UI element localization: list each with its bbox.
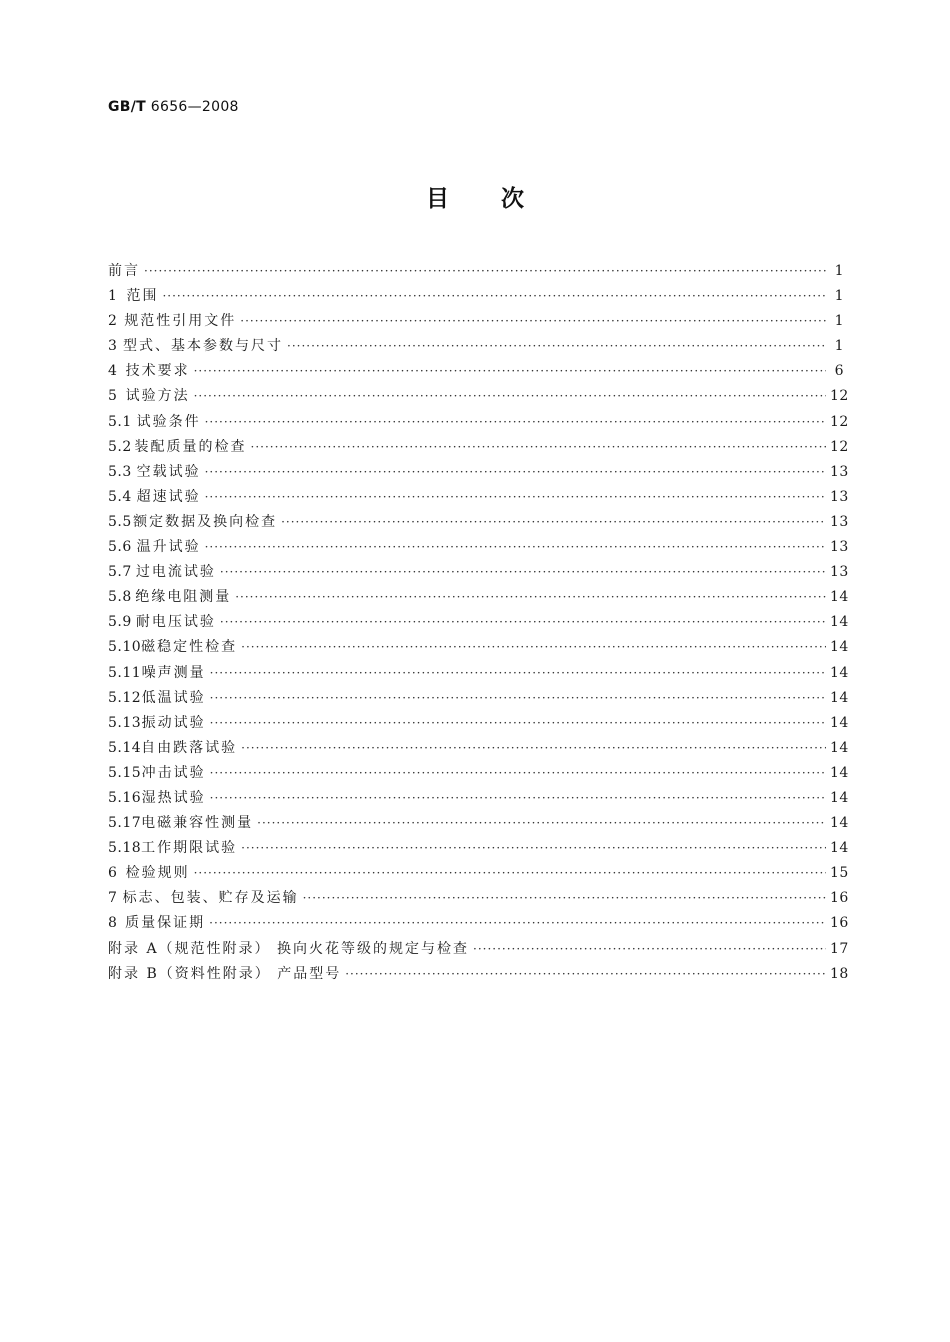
toc-entry-label: 范围 bbox=[126, 288, 159, 305]
toc-leader-dots bbox=[473, 937, 826, 962]
toc-entry-page: 12 bbox=[830, 413, 849, 430]
toc-leader-dots bbox=[205, 410, 826, 435]
toc-entry-page: 18 bbox=[830, 965, 849, 982]
toc-entry[interactable] bbox=[108, 836, 849, 861]
toc-leader-dots bbox=[220, 560, 826, 585]
toc-entry-number: 5.14 bbox=[108, 739, 142, 756]
toc-entry-number: 2 bbox=[108, 313, 118, 330]
toc-entry-label: 技术要求 bbox=[125, 363, 190, 380]
page-title-char-2: 次 bbox=[501, 186, 524, 212]
toc-entry-number: 5.5 bbox=[108, 513, 132, 530]
toc-leader-dots bbox=[241, 635, 826, 660]
toc-entry-number: 6 bbox=[108, 865, 118, 882]
toc-entry-page: 14 bbox=[830, 815, 849, 832]
toc-entry-label: 磁稳定性检查 bbox=[141, 639, 238, 656]
toc-leader-dots bbox=[257, 811, 826, 836]
standard-prefix: GB/T bbox=[108, 99, 147, 115]
toc-entry-number: 5.7 bbox=[108, 564, 132, 581]
toc-entry-number: 5.3 bbox=[108, 463, 132, 480]
toc-entry[interactable] bbox=[108, 359, 844, 384]
standard-number: 6656—2008 bbox=[150, 99, 239, 115]
toc-entry-label: 工作期限试验 bbox=[141, 840, 238, 857]
toc-entry-page: 15 bbox=[830, 865, 849, 882]
toc-entry-label: 低温试验 bbox=[141, 689, 206, 706]
toc-leader-dots bbox=[210, 686, 826, 711]
toc-leader-dots bbox=[210, 711, 826, 736]
toc-entry[interactable] bbox=[108, 460, 849, 485]
toc-entry[interactable] bbox=[108, 585, 849, 610]
toc-entry-number: 5.12 bbox=[108, 689, 142, 706]
toc-entry-number: 5 bbox=[108, 388, 118, 405]
toc-entry-label: 耐电压试验 bbox=[135, 614, 216, 631]
toc-entry-number: 5.17 bbox=[108, 815, 142, 832]
toc-entry[interactable] bbox=[108, 886, 849, 911]
toc-entry-number: 5.2 bbox=[108, 438, 132, 455]
toc-entry-number: 4 bbox=[108, 363, 118, 380]
toc-entry-label: 湿热试验 bbox=[141, 789, 206, 806]
toc-entry-number: 7 bbox=[108, 890, 118, 907]
toc-entry[interactable] bbox=[108, 736, 849, 761]
toc-leader-dots bbox=[220, 610, 826, 635]
toc-entry-number: 5.6 bbox=[108, 539, 132, 556]
toc-entry-page: 13 bbox=[830, 488, 849, 505]
toc-entry-label: 标志、包装、贮存及运输 bbox=[122, 890, 299, 907]
toc-leader-dots bbox=[194, 359, 826, 384]
toc-leader-dots bbox=[281, 510, 826, 535]
toc-entry[interactable] bbox=[108, 560, 849, 585]
toc-entry-number: 5.16 bbox=[108, 789, 142, 806]
toc-entry-number: 3 bbox=[108, 338, 118, 355]
toc-leader-dots bbox=[205, 535, 826, 560]
toc-leader-dots bbox=[240, 309, 826, 334]
toc-entry[interactable] bbox=[108, 259, 844, 284]
toc-entry[interactable] bbox=[108, 334, 844, 359]
toc-entry-page: 1 bbox=[834, 313, 844, 330]
toc-entry-page: 14 bbox=[830, 764, 849, 781]
toc-entry-label: 检验规则 bbox=[125, 865, 190, 882]
toc-entry-label: 额定数据及换向检查 bbox=[133, 513, 278, 530]
toc-entry[interactable] bbox=[108, 686, 849, 711]
toc-entry-number: 5.9 bbox=[108, 614, 132, 631]
toc-entry-page: 14 bbox=[830, 689, 849, 706]
toc-entry-page: 14 bbox=[830, 714, 849, 731]
toc-entry-page: 14 bbox=[830, 639, 849, 656]
toc-leader-dots bbox=[144, 259, 826, 284]
toc-entry-number: 5.10 bbox=[108, 639, 142, 656]
toc-leader-dots bbox=[303, 886, 826, 911]
toc-entry-page: 14 bbox=[830, 739, 849, 756]
toc-leader-dots bbox=[345, 962, 826, 987]
toc-entry-page: 14 bbox=[830, 664, 849, 681]
toc-entry-number: 1 bbox=[108, 288, 118, 305]
toc-leader-dots bbox=[241, 736, 826, 761]
toc-entry-label: 自由跌落试验 bbox=[141, 739, 238, 756]
toc-entry-page: 13 bbox=[830, 513, 849, 530]
toc-entry-page: 12 bbox=[830, 438, 849, 455]
toc-entry-number: 5.4 bbox=[108, 488, 132, 505]
toc-leader-dots bbox=[205, 485, 826, 510]
toc-leader-dots bbox=[209, 911, 826, 936]
toc-entry-page: 1 bbox=[834, 288, 844, 305]
toc-leader-dots bbox=[205, 460, 826, 485]
toc-entry[interactable] bbox=[108, 284, 844, 309]
toc-entry-label: 噪声测量 bbox=[141, 664, 206, 681]
toc-leader-dots bbox=[194, 861, 826, 886]
toc-entry-label: 电磁兼容性测量 bbox=[141, 815, 254, 832]
toc-entry-label: 附录 B（资料性附录） 产品型号 bbox=[108, 965, 342, 982]
toc-entry-label: 超速试验 bbox=[136, 488, 201, 505]
toc-leader-dots bbox=[210, 661, 826, 686]
toc-entry[interactable] bbox=[108, 635, 849, 660]
toc-entry-label: 型式、基本参数与尺寸 bbox=[123, 338, 283, 355]
toc-leader-dots bbox=[235, 585, 826, 610]
toc-entry[interactable] bbox=[108, 510, 849, 535]
toc-entry[interactable] bbox=[108, 610, 849, 635]
toc-entry-page: 14 bbox=[830, 589, 849, 606]
page-title bbox=[0, 180, 950, 213]
toc-entry-page: 6 bbox=[834, 363, 844, 380]
toc-entry-number: 5.18 bbox=[108, 840, 142, 857]
toc-entry-page: 14 bbox=[830, 840, 849, 857]
toc-entry[interactable] bbox=[108, 410, 849, 435]
toc-entry[interactable] bbox=[108, 962, 849, 987]
toc-entry[interactable] bbox=[108, 309, 844, 334]
toc-leader-dots bbox=[194, 384, 826, 409]
toc-entry-page: 13 bbox=[830, 539, 849, 556]
toc-entry-page: 12 bbox=[830, 388, 849, 405]
toc-entry-page: 14 bbox=[830, 789, 849, 806]
toc-leader-dots bbox=[210, 786, 826, 811]
toc-leader-dots bbox=[251, 435, 827, 460]
toc-entry-label: 试验条件 bbox=[136, 413, 201, 430]
toc-entry-number: 8 bbox=[108, 915, 118, 932]
toc-entry-label: 冲击试验 bbox=[141, 764, 206, 781]
toc-entry[interactable] bbox=[108, 384, 849, 409]
toc-entry-label: 空载试验 bbox=[136, 463, 201, 480]
toc-entry-label: 过电流试验 bbox=[135, 564, 216, 581]
toc-entry-page: 1 bbox=[834, 263, 844, 279]
toc-entry-number: 5.11 bbox=[108, 664, 142, 681]
toc-entry[interactable] bbox=[108, 861, 849, 886]
toc-entry-page: 17 bbox=[830, 940, 849, 957]
toc-entry[interactable] bbox=[108, 911, 849, 936]
toc-entry-label: 试验方法 bbox=[125, 388, 190, 405]
toc-entry-label: 绝缘电阻测量 bbox=[135, 589, 232, 606]
table-of-contents bbox=[108, 259, 849, 987]
toc-entry-label: 附录 A（规范性附录） 换向火花等级的规定与检查 bbox=[108, 940, 470, 957]
toc-entry-label: 前言 bbox=[108, 263, 140, 279]
toc-entry-label: 装配质量的检查 bbox=[134, 438, 247, 455]
toc-entry-label: 温升试验 bbox=[136, 539, 201, 556]
toc-entry-page: 1 bbox=[834, 338, 844, 355]
toc-entry-number: 5.8 bbox=[108, 589, 132, 606]
toc-entry[interactable] bbox=[108, 435, 849, 460]
toc-entry[interactable] bbox=[108, 937, 849, 962]
toc-entry[interactable] bbox=[108, 761, 849, 786]
toc-entry-number: 5.13 bbox=[108, 714, 142, 731]
toc-entry[interactable] bbox=[108, 485, 849, 510]
toc-entry-page: 13 bbox=[830, 463, 849, 480]
toc-entry-label: 规范性引用文件 bbox=[124, 313, 237, 330]
toc-entry[interactable] bbox=[108, 786, 849, 811]
toc-entry-page: 16 bbox=[830, 915, 849, 932]
toc-entry-page: 16 bbox=[830, 890, 849, 907]
toc-entry-number: 5.15 bbox=[108, 764, 142, 781]
toc-entry[interactable] bbox=[108, 535, 849, 560]
toc-entry[interactable] bbox=[108, 711, 849, 736]
toc-entry[interactable] bbox=[108, 811, 849, 836]
toc-entry-page: 14 bbox=[830, 614, 849, 631]
page-title-char-1: 目 bbox=[426, 186, 449, 212]
toc-leader-dots bbox=[241, 836, 826, 861]
toc-leader-dots bbox=[162, 284, 826, 309]
toc-leader-dots bbox=[210, 761, 826, 786]
toc-leader-dots bbox=[287, 334, 826, 359]
toc-entry-number: 5.1 bbox=[108, 413, 132, 430]
toc-entry-label: 振动试验 bbox=[141, 714, 206, 731]
toc-entry[interactable] bbox=[108, 661, 849, 686]
standard-code bbox=[108, 99, 239, 115]
toc-entry-label: 质量保证期 bbox=[125, 915, 206, 932]
toc-entry-page: 13 bbox=[830, 564, 849, 581]
